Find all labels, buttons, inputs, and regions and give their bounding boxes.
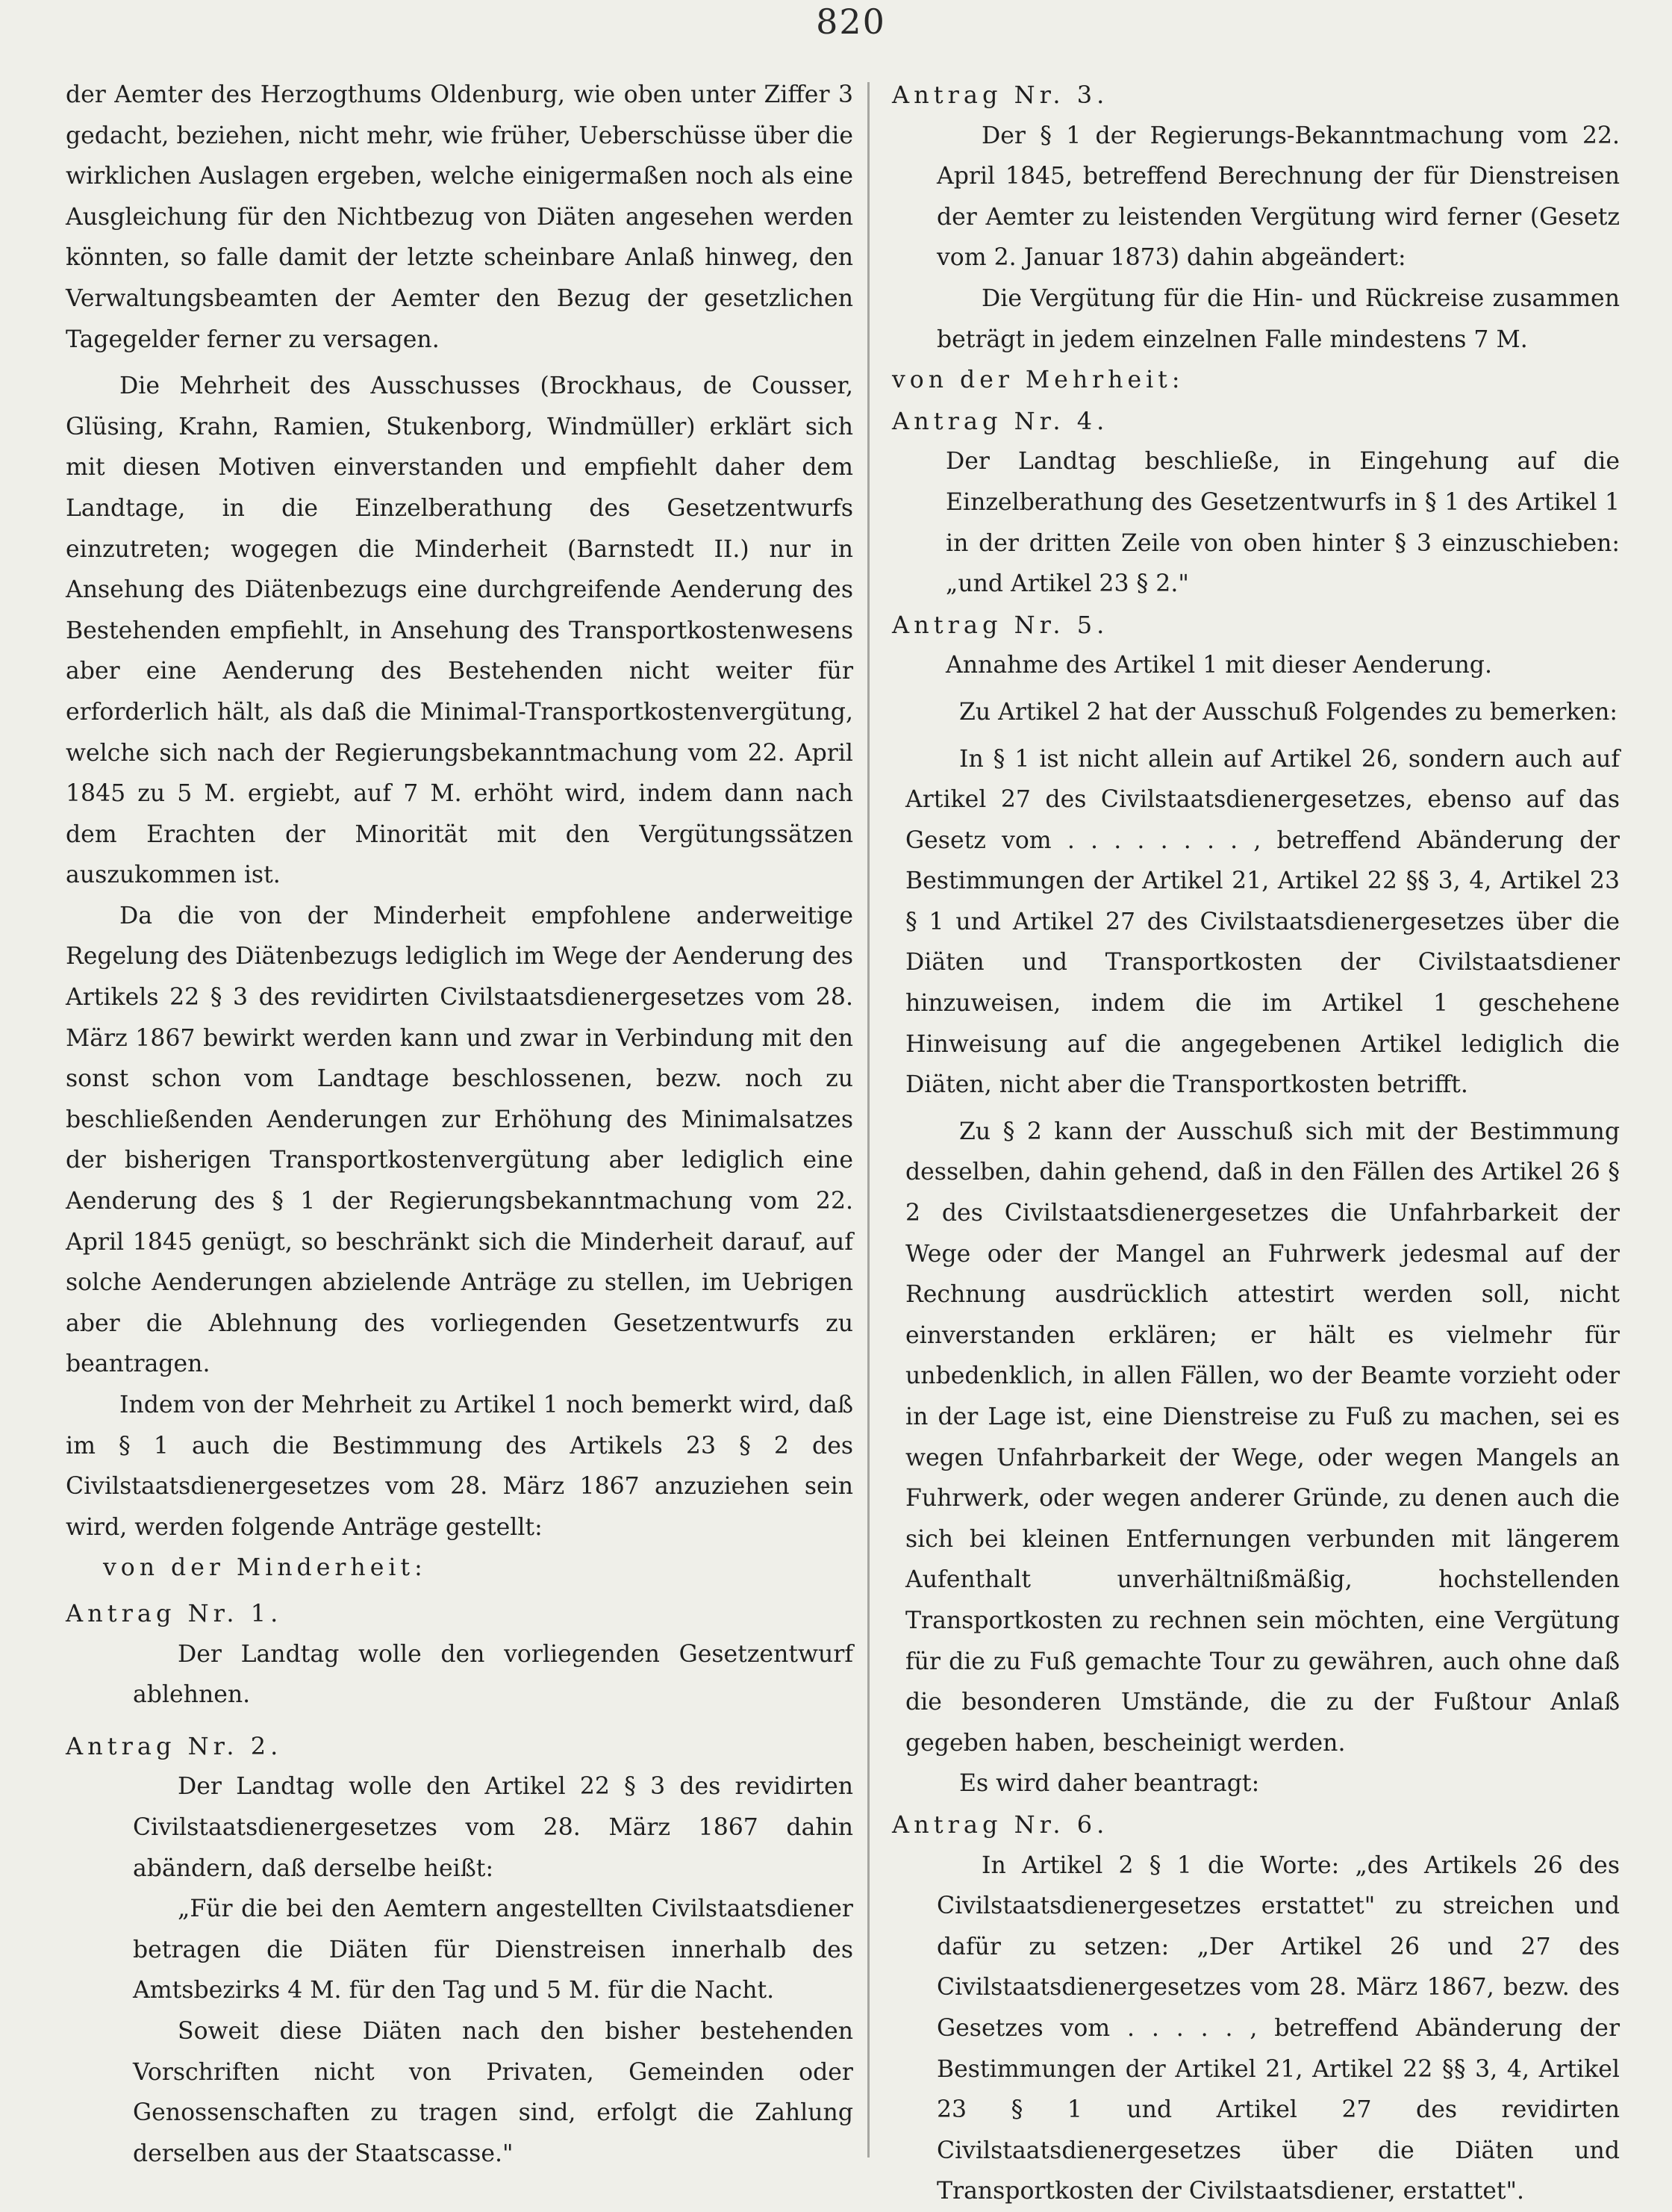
left-column	[66, 75, 853, 2174]
antrag-3-block	[892, 116, 1620, 361]
article-2-intro: Zu Artikel 2 hat der Ausschuß Folgendes zu bemerken:	[959, 698, 1618, 726]
antrag-5-title: Antrag Nr. 5.	[892, 610, 1109, 639]
antrag-2-block	[66, 1766, 853, 2174]
article-2-paragraph-2: Zu § 2 kann der Ausschuß sich mit der Bestimmung desselben, dahin gehend, daß in den Fällen des Artikel 26 § 2 des Civilstaatsdienergesetzes die Unfahrbarkeit der Wege oder der Mangel an Fuhrwerk jedesmal auf der Rechnung ausdrücklich attestirt werden soll, nicht einverstanden erklären; er hält es vielmehr für unbedenklich, in allen Fällen, wo der Beamte vorzieht oder in der Lage ist, eine Dienstreise zu Fuß zu machen, sei es wegen Unfahrbarkeit der Wege, oder wegen Mangels an Fuhrwerk, oder wegen anderer Gründe, zu denen auch die sich bei kleinen Entfernungen verbunden mit längerem Aufenthalt unverhältnißmäßig, hochstellenden Transportkosten zu rechnen sein möchten, eine Vergütung für die zu Fuß gemachte Tour zu gewähren, auch ohne daß die besonderen Umstände, die zu der Fußtour Anlaß gegeben haben, bescheinigt werden.	[905, 1118, 1620, 1757]
antrag-3-text: Der § 1 der Regierungs-Bekanntmachung vom 22. April 1845, betreffend Berechnung der für Dienstreisen der Aemter zu leistenden Vergütung wird ferner (Gesetz vom 2. Januar 1873) dahin abgeändert:	[937, 122, 1620, 272]
paragraph-majority-opinion: Die Mehrheit des Ausschusses (Brockhaus, de Cousser, Glüsing, Krahn, Ramien, Stukenborg, Windmüller) erklärt sich mit diesen Motiven einverstanden und empfiehlt daher dem Landtage, in die Einzelberathung des Gesetzentwurfs einzutreten; wogegen die Minderheit (Barnstedt II.) nur in Ansehung des Diätenbezugs eine durchgreifende Aenderung des Bestehenden empfiehlt, in Ansehung des Transportkostenwesens aber eine Aenderung des Bestehenden nicht weiter für erforderlich hält, als daß die Minimal-Transportkostenvergütung, welche sich nach der Regierungsbekanntmachung vom 22. April 1845 zu 5 M. ergiebt, auf 7 M. erhöht wird, indem dann nach dem Erachten der Minorität mit den Vergütungssätzen auszukommen ist.	[66, 373, 853, 889]
antrag-6-title: Antrag Nr. 6.	[892, 1810, 1109, 1839]
antrag-2-text: Der Landtag wolle den Artikel 22 § 3 des revidirten Civilstaatsdienergesetzes vom 28. März 1867 dahin abändern, daß derselbe heißt:	[133, 1773, 853, 1882]
antrag-4-block	[892, 441, 1620, 604]
majority-label: von der Mehrheit:	[892, 367, 1185, 394]
right-column	[892, 75, 1620, 2212]
antrag-1-block	[66, 1634, 853, 1716]
antrag-5-block	[892, 645, 1620, 686]
article-2-paragraph-1: In § 1 ist nicht allein auf Artikel 26, sondern auch auf Artikel 27 des Civilstaatsdienergesetzes, ebenso auf das Gesetz vom . . . . . . . . , betreffend Abänderung der Bestimmungen der Artikel 21, Artikel 22 §§ 3, 4, Artikel 23 § 1 und Artikel 27 des Civilstaatsdienergesetzes über die Diäten und Transportkosten der Civilstaatsdiener hinzuweisen, indem die im Artikel 1 geschehene Hinweisung auf die angegebenen Artikel lediglich die Diäten, nicht aber die Transportkosten betrifft.	[905, 745, 1620, 1099]
minority-label: von der Minderheit:	[103, 1554, 427, 1582]
paragraph-motions-intro: Indem von der Mehrheit zu Artikel 1 noch bemerkt wird, daß im § 1 auch die Bestimmung des Artikels 23 § 2 des Civilstaatsdienergesetzes vom 28. März 1867 anzuziehen sein wird, werden folgende Anträge gestellt:	[66, 1392, 853, 1541]
article-2-conclusion: Es wird daher beantragt:	[959, 1770, 1260, 1798]
antrag-2-title: Antrag Nr. 2.	[66, 1731, 283, 1760]
paragraph-continuation: der Aemter des Herzogthums Oldenburg, wie oben unter Ziffer 3 gedacht, beziehen, nicht mehr, wie früher, Ueberschüsse über die wirklichen Auslagen ergeben, welche einigermaßen noch als eine Ausgleichung für den Nichtbezug von Diäten angesehen werden könnten, so falle damit der letzte scheinbare Anlaß hinweg, den Verwaltungsbeamten der Aemter den Bezug der gesetzlichen Tagegelder ferner zu versagen.	[66, 81, 853, 353]
antrag-6-block	[892, 1845, 1620, 2212]
antrag-3-quote: Die Vergütung für die Hin- und Rückreise zusammen beträgt in jedem einzelnen Falle mindestens 7 M.	[937, 284, 1620, 353]
column-divider	[867, 82, 870, 2158]
antrag-2-quote-2: Soweit diese Diäten nach den bisher bestehenden Vorschriften nicht von Privaten, Gemeinden oder Genossenschaften zu tragen sind, erfolgt die Zahlung derselben aus der Staatscasse."	[133, 2017, 853, 2167]
antrag-6-text: In Artikel 2 § 1 die Worte: „des Artikels 26 des Civilstaatsdienergesetzes erstattet" zu streichen und dafür zu setzen: „Der Artikel 26 und 27 des Civilstaatsdienergesetzes vom 28. März 1867, bezw. des Gesetzes vom . . . . . , betreffend Abänderung der Bestimmungen der Artikel 21, Artikel 22 §§ 3, 4, Artikel 23 § 1 und Artikel 27 des revidirten Civilstaatsdienergesetzes über die Diäten und Transportkosten der Civilstaatsdiener, erstattet".	[937, 1851, 1620, 2205]
antrag-3-title: Antrag Nr. 3.	[892, 81, 1109, 109]
article-2-section	[892, 692, 1620, 1804]
antrag-2-quote-1: „Für die bei den Aemtern angestellten Civilstaatsdiener betragen die Diäten für Dienstreisen innerhalb des Amtsbezirks 4 M. für den Tag und 5 M. für die Nacht.	[133, 1895, 853, 2004]
antrag-4-title: Antrag Nr. 4.	[892, 406, 1109, 435]
paragraph-minority-regulation: Da die von der Minderheit empfohlene anderweitige Regelung des Diätenbezugs lediglich im Wege der Aenderung des Artikels 22 § 3 des revidirten Civilstaatsdienergesetzes vom 28. März 1867 bewirkt werden kann und zwar in Verbindung mit den sonst schon vom Landtage beschlossenen, bezw. noch zu beschließenden Aenderungen zur Erhöhung des Minimalsatzes der bisherigen Transportkostenvergütung aber lediglich eine Aenderung des § 1 der Regierungsbekanntmachung vom 22. April 1845 genügt, so beschränkt sich die Minderheit darauf, auf solche Aenderungen abzielende Anträge zu stellen, im Uebrigen aber die Ablehnung des vorliegenden Gesetzentwurfs zu beantragen.	[66, 902, 853, 1378]
antrag-4-text: Der Landtag beschließe, in Eingehung auf die Einzelberathung des Gesetzentwurfs in § 1 des Artikel 1 in der dritten Zeile von oben hinter § 3 einzuschieben: „und Artikel 23 § 2."	[946, 448, 1620, 598]
antrag-1-title: Antrag Nr. 1.	[66, 1598, 283, 1627]
antrag-1-text: Der Landtag wolle den vorliegenden Gesetzentwurf ablehnen.	[133, 1640, 853, 1709]
antrag-5-text: Annahme des Artikel 1 mit dieser Aenderung.	[946, 652, 1492, 679]
page-number: 820	[816, 1, 886, 42]
